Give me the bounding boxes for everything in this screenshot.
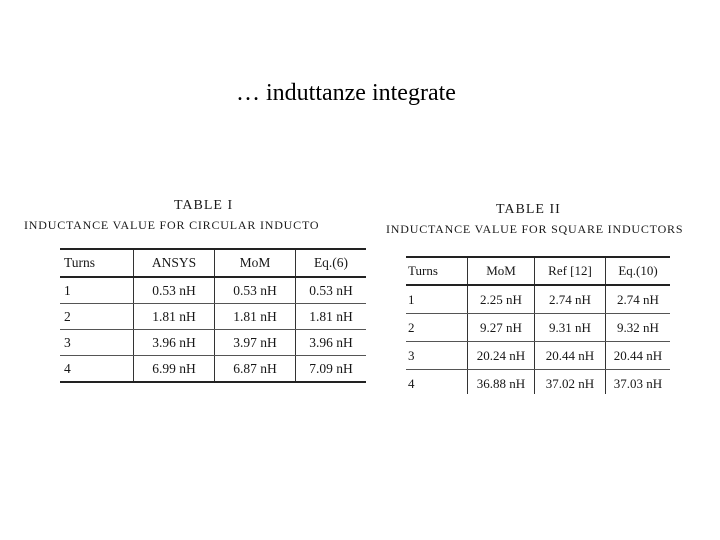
table-2-scan (384, 198, 694, 394)
table-2-cell: 37.03 nH (606, 370, 671, 395)
table-2-cell: 9.31 nH (535, 314, 606, 342)
table-1-caption: INDUCTANCE VALUE FOR CIRCULAR INDUCTO (24, 218, 320, 232)
table-row (60, 356, 366, 383)
table-2-header-cell: Turns (406, 257, 468, 285)
table-row (406, 314, 670, 342)
table-2-cell: 2.74 nH (606, 285, 671, 314)
table-2-cell: 2.25 nH (468, 285, 535, 314)
table-row (60, 277, 366, 304)
table-row (406, 342, 670, 370)
table-1-header-cell: ANSYS (134, 249, 215, 277)
table-2-cell: 1 (406, 285, 468, 314)
table-2-header-cell: Ref [12] (535, 257, 606, 285)
table-2-cell: 4 (406, 370, 468, 395)
table-2-cell: 37.02 nH (535, 370, 606, 395)
table-1-cell: 2 (60, 304, 134, 330)
slide-title: … induttanze integrate (236, 80, 456, 106)
table-1-cell: 3.96 nH (296, 330, 367, 356)
table-1-cell: 1 (60, 277, 134, 304)
table-1-cell: 4 (60, 356, 134, 383)
table-1-header-cell: MoM (215, 249, 296, 277)
table-2-cell: 2.74 nH (535, 285, 606, 314)
table-2-caption: INDUCTANCE VALUE FOR SQUARE INDUCTORS (386, 222, 684, 236)
table-2 (406, 256, 670, 394)
table-1-cell: 3.97 nH (215, 330, 296, 356)
table-1-header-cell: Turns (60, 249, 134, 277)
table-2-cell: 20.24 nH (468, 342, 535, 370)
table-2-header-row (406, 257, 670, 285)
table-1-cell: 0.53 nH (215, 277, 296, 304)
table-row (60, 330, 366, 356)
table-1-cell: 3.96 nH (134, 330, 215, 356)
table-2-cell: 20.44 nH (535, 342, 606, 370)
table-2-cell: 9.27 nH (468, 314, 535, 342)
table-2-cell: 36.88 nH (468, 370, 535, 395)
table-1-scan (24, 196, 368, 386)
table-row (406, 285, 670, 314)
table-1-cell: 0.53 nH (134, 277, 215, 304)
table-1-cell: 6.99 nH (134, 356, 215, 383)
table-1-cell: 6.87 nH (215, 356, 296, 383)
table-1-cell: 1.81 nH (215, 304, 296, 330)
table-row (60, 304, 366, 330)
table-2-number: TABLE II (496, 202, 561, 217)
table-2-cell: 2 (406, 314, 468, 342)
table-1-header-row (60, 249, 366, 277)
table-2-header-cell: Eq.(10) (606, 257, 671, 285)
table-1-cell: 0.53 nH (296, 277, 367, 304)
table-1-cell: 1.81 nH (296, 304, 367, 330)
table-1-cell: 3 (60, 330, 134, 356)
table-2-cell: 3 (406, 342, 468, 370)
table-2-cell: 20.44 nH (606, 342, 671, 370)
table-1-header-cell: Eq.(6) (296, 249, 367, 277)
table-1-cell: 1.81 nH (134, 304, 215, 330)
table-row (406, 370, 670, 395)
table-1-cell: 7.09 nH (296, 356, 367, 383)
table-2-header-cell: MoM (468, 257, 535, 285)
table-1 (60, 248, 366, 383)
table-1-number: TABLE I (174, 198, 234, 213)
table-2-cell: 9.32 nH (606, 314, 671, 342)
